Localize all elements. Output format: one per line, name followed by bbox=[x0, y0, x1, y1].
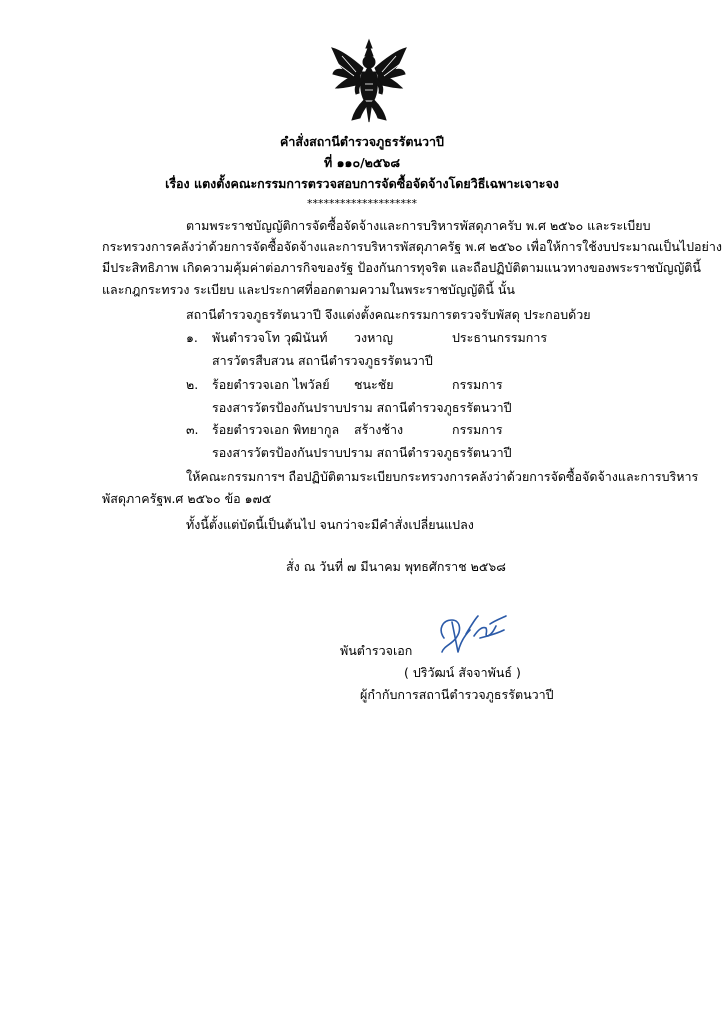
member-name: ร้อยตำรวจเอก ไพวัลย์ bbox=[212, 377, 330, 392]
member-role: ประธานกรรมการ bbox=[452, 330, 548, 345]
member-name: พันตำรวจโท วุฒินันท์ bbox=[212, 330, 328, 345]
paragraph-line: กระทรวงการคลังว่าด้วยการจัดซื้อจัดจ้างและการบริหารพัสดุภาครัฐ พ.ศ ๒๕๖๐ เพื่อให้การใช้งบประมาณเป็นไปอย่าง bbox=[102, 239, 722, 254]
member-position: รองสารวัตรป้องกันปราบปราม สถานีตำรวจภูธรรัตนวาปี bbox=[212, 445, 512, 460]
member-number: ๒. bbox=[186, 377, 199, 392]
paragraph-line: มีประสิทธิภาพ เกิดความคุ้มค่าต่อภารกิจของรัฐ ป้องกันการทุจริต และถือปฏิบัติตามแนวทางของพระราชบัญญัตินี้ bbox=[102, 260, 701, 275]
member-position: สารวัตรสืบสวน สถานีตำรวจภูธรรัตนวาปี bbox=[212, 353, 433, 368]
member-role: กรรมการ bbox=[452, 422, 503, 437]
separator-line: ******************** bbox=[307, 197, 417, 210]
member-surname: สร้างช้าง bbox=[354, 422, 404, 437]
member-name: ร้อยตำรวจเอก พิทยากูล bbox=[212, 422, 340, 437]
order-date: สั่ง ณ วันที่ ๗ มีนาคม พุทธศักราช ๒๕๖๘ bbox=[286, 559, 506, 574]
member-role: กรรมการ bbox=[452, 377, 503, 392]
appointment-statement: สถานีตำรวจภูธรรัตนวาปี จึงแต่งตั้งคณะกรรมการตรวจรับพัสดุ ประกอบด้วย bbox=[186, 307, 591, 322]
paragraph-line: และกฎกระทรวง ระเบียบ และประกาศที่ออกตามความในพระราชบัญญัตินี้ นั้น bbox=[102, 282, 515, 297]
member-position: รองสารวัตรป้องกันปราบปราม สถานีตำรวจภูธรรัตนวาปี bbox=[212, 400, 512, 415]
member-surname: ชนะชัย bbox=[354, 377, 394, 392]
order-title: คำสั่งสถานีตำรวจภูธรรัตนวาปี bbox=[279, 134, 444, 149]
order-subject: เรื่อง แตงตั้งคณะกรรมการตรวจสอบการจัดซื้อจัดจ้างโดยวิธีเฉพาะเจาะจง bbox=[165, 176, 559, 191]
signer-rank: พันตำรวจเอก bbox=[340, 643, 413, 658]
garuda-emblem-icon bbox=[330, 38, 408, 124]
paragraph-line: ให้คณะกรรมการฯ ถือปฏิบัติตามระเบียบกระทรวงการคลังว่าด้วยการจัดซื้อจัดจ้างและการบริหาร bbox=[186, 469, 699, 484]
order-number: ที่ ๑๑๐/๒๕๖๘ bbox=[324, 155, 400, 170]
signer-name: ( ปริวัฒน์ สัจจาพันธ์ ) bbox=[404, 665, 521, 680]
paragraph-line: ตามพระราชบัญญัติการจัดซื้อจัดจ้างและการบริหารพัสดุภาครับ พ.ศ ๒๕๖๐ และระเบียบ bbox=[186, 218, 651, 233]
member-number: ๑. bbox=[186, 330, 198, 345]
handwritten-signature-icon bbox=[430, 608, 508, 658]
paragraph-line: พัสดุภาครัฐพ.ศ ๒๕๖๐ ข้อ ๑๗๕ bbox=[102, 491, 272, 506]
effective-statement: ทั้งนี้ตั้งแต่บัดนี้เป็นต้นไป จนกว่าจะมีคำสั่งเปลี่ยนแปลง bbox=[186, 517, 474, 532]
signer-position: ผู้กำกับการสถานีตำรวจภูธรรัตนวาปี bbox=[360, 687, 554, 702]
member-surname: วงหาญ bbox=[354, 330, 394, 345]
member-number: ๓. bbox=[186, 422, 199, 437]
